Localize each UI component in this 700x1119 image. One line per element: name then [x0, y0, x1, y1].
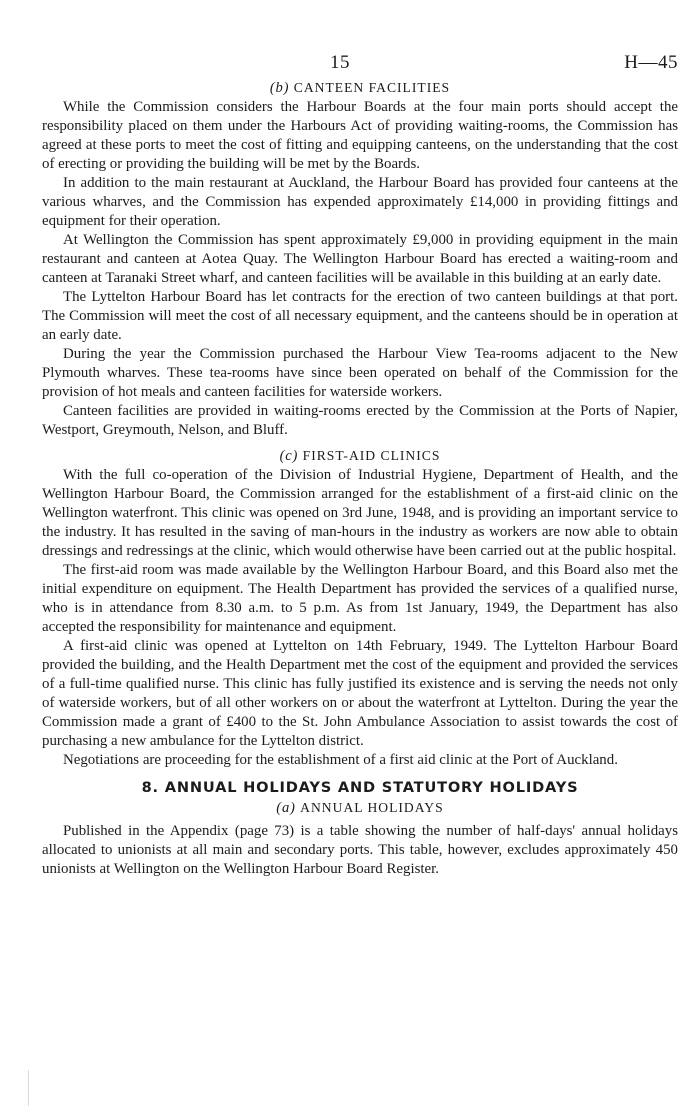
- paragraph: The Lyttelton Harbour Board has let contracts for the erection of two canteen buildings at that port. The Commission will meet the cost of all necessary equipment, and the canteens should be in operation at an early date.: [42, 289, 678, 343]
- paragraph: Canteen facilities are provided in waiting-rooms erected by the Commission at the Ports of Napier, Westport, Greymouth, Nelson, and Bluff.: [42, 403, 678, 438]
- document-reference: H—45: [624, 52, 678, 73]
- paragraph: A first-aid clinic was opened at Lyttelton on 14th February, 1949. The Lyttelton Harbour Board provided the building, and the Health Department met the cost of the equipment and provided the services of a full-time qualified nurse. This clinic has fully justified its existence and is serving the needs not only of waterside workers, but of all other workers on or about the waterfront at Lyttelton. During the year the Commission made a grant of £400 to the St. John Ambulance Association to assist towards the cost of purchasing a new ambulance for the Lyttelton district.: [42, 638, 678, 749]
- margin-mark: [28, 1070, 29, 1106]
- paragraph: While the Commission considers the Harbour Boards at the four main ports should accept the responsibility placed on them under the Harbours Act of providing waiting-rooms, the Commission has agreed at these ports to meet the cost of fitting and equipping canteens, on the understanding that the cost of erecting or providing the building will be met by the Boards.: [42, 99, 678, 172]
- paragraph: Published in the Appendix (page 73) is a table showing the number of half-days' annual holidays allocated to unionists at all main and secondary ports. This table, however, excludes approximately 450 unionists at Wellington on the Wellington Harbour Board Register.: [42, 823, 678, 877]
- section-canteen-facilities: [42, 78, 678, 440]
- subsection-heading: [42, 446, 678, 466]
- paragraph: With the full co-operation of the Division of Industrial Hygiene, Department of Health, and the Wellington Harbour Board, the Commission arranged for the establishment of a first-aid clinic on the Wellington waterfront. This clinic was opened on 3rd June, 1948, and is providing an important service to the industry. It has resulted in the saving of man-hours in the industry as workers are now able to obtain dressings and redressings at the clinic, which would otherwise have been carried out at the public hospital.: [42, 467, 678, 559]
- subsection-label: (c): [279, 448, 299, 464]
- section-first-aid-clinics: [42, 446, 678, 770]
- page-body: [42, 78, 678, 879]
- subsection-title: CANTEEN FACILITIES: [293, 80, 451, 95]
- subsection-title: FIRST-AID CLINICS: [302, 448, 441, 463]
- paragraph: At Wellington the Commission has spent approximately £9,000 in providing equipment in the main restaurant and canteen at Aotea Quay. The Wellington Harbour Board has erected a waiting-room and canteen at Taranaki Street wharf, and canteen facilities will be available in this building at an early date.: [42, 232, 678, 286]
- section-annual-holidays: [42, 778, 678, 879]
- subsection-label: (a): [276, 800, 296, 816]
- page-number: 15: [330, 52, 350, 73]
- section-heading: 8. ANNUAL HOLIDAYS AND STATUTORY HOLIDAYS: [141, 779, 579, 796]
- subsection-heading: [42, 798, 678, 818]
- paragraph: The first-aid room was made available by the Wellington Harbour Board, and this Board also met the initial expenditure on equipment. The Health Department has provided the services of a qualified nurse, who is in attendance from 8.30 a.m. to 5 p.m. As from 1st January, 1949, the Department has also accepted the responsibility for maintenance and equipment.: [42, 562, 678, 635]
- paragraph: In addition to the main restaurant at Auckland, the Harbour Board has provided four canteens at the various wharves, and the Commission has expended approximately £14,000 in providing fittings and equipment for their operation.: [42, 175, 678, 229]
- page-header: [0, 52, 700, 76]
- subsection-heading: [42, 78, 678, 98]
- paragraph: Negotiations are proceeding for the establishment of a first aid clinic at the Port of Auckland.: [63, 752, 618, 768]
- subsection-title: ANNUAL HOLIDAYS: [300, 800, 444, 815]
- subsection-label: (b): [269, 80, 290, 96]
- paragraph: During the year the Commission purchased the Harbour View Tea-rooms adjacent to the New Plymouth wharves. These tea-rooms have since been operated on behalf of the Commission for the provision of hot meals and canteen facilities for waterside workers.: [42, 346, 678, 400]
